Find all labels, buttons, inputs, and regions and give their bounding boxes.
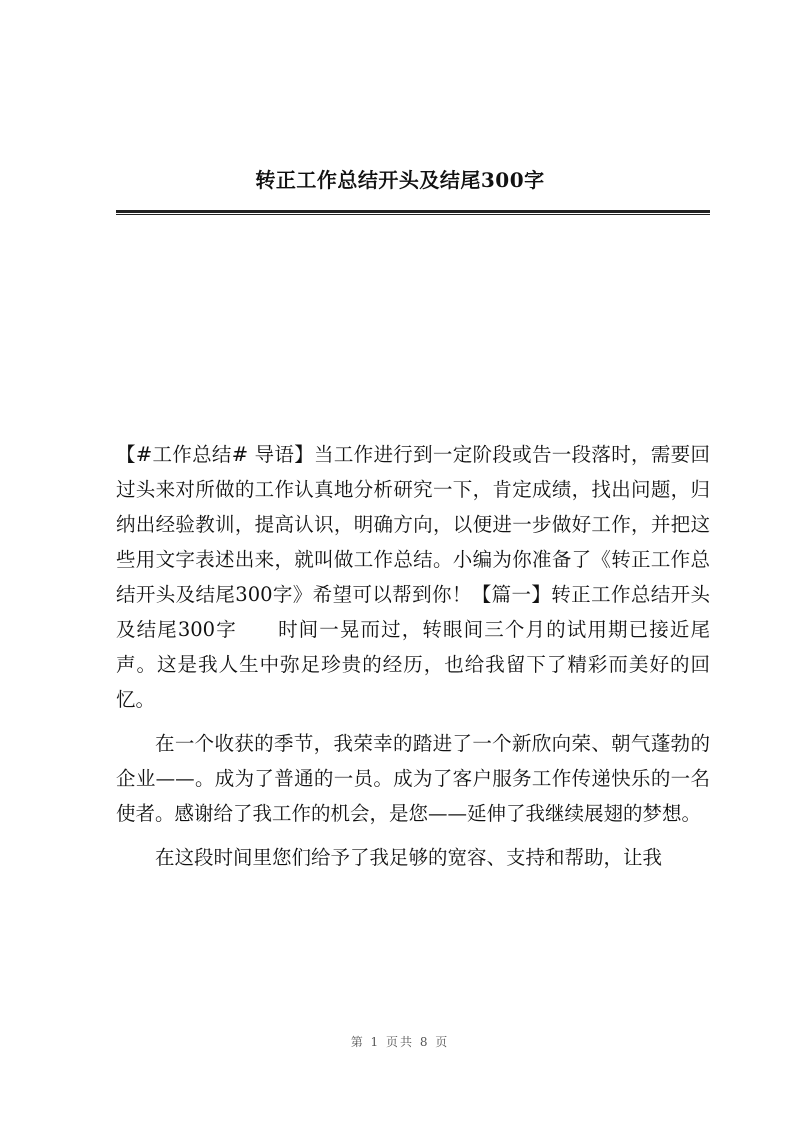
title-divider [116,210,710,215]
page-number-footer: 第 1 页共 8 页 [350,1035,450,1049]
paragraph-3: 在这段时间里您们给予了我足够的宽容、支持和帮助，让我 [155,846,663,869]
paragraph-2: 在一个收获的季节，我荣幸的踏进了一个新欣向荣、朝气蓬勃的企业——。成为了普通的一员。成为了客户服务工作传递快乐的一名使者。感谢给了我工作的机会，是您——延伸了我继续展翅的梦想。 [116,732,710,825]
paragraph-intro: 【#工作总结# 导语】当工作进行到一定阶段或告一段落时，需要回过头来对所做的工作认真地分析研究一下，肯定成绩，找出问题，归纳出经验教训，提高认识，明确方向，以便进一步做好工作，并把这些用文字表述出来，就叫做工作总结。小编为你准备了《转正工作总结开头及结尾300字》希望可以帮到你！【篇一】转正工作总结开头及结尾300字 时间一晃而过，转眼间三个月的试用期已接近尾声。这是我人生中弥足珍贵的经历，也给我留下了精彩而美好的回忆。 [116,443,710,711]
document-title: 转正工作总结开头及结尾300字 [255,168,545,192]
document-body [116,437,710,875]
